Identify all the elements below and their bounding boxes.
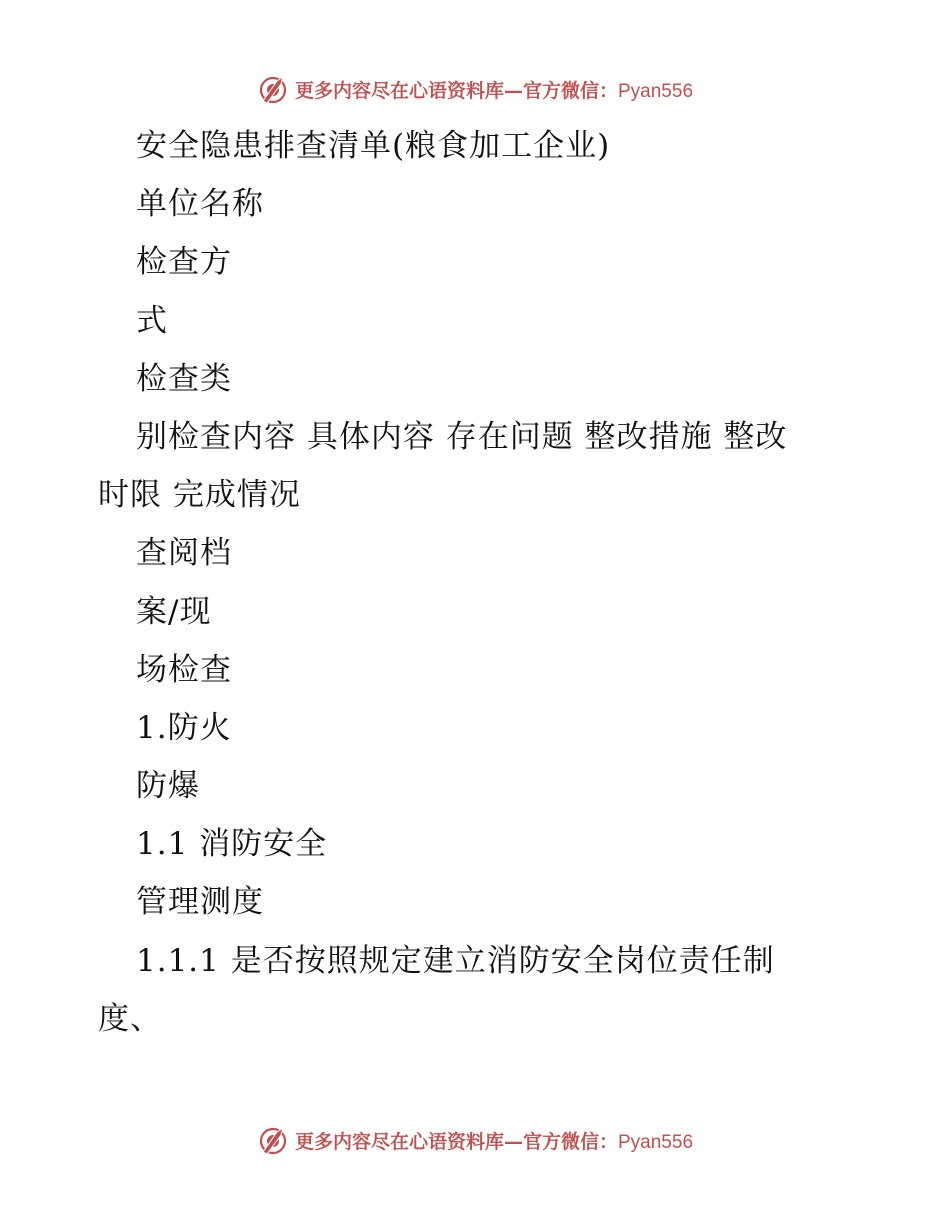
text-line: 别检查内容 具体内容 存在问题 整改措施 整改	[136, 418, 788, 455]
watermark-text: 更多内容尽在心语资料库—官方微信：Pyan556	[294, 79, 694, 102]
text-line: 案/现	[136, 593, 212, 630]
watermark-footer	[0, 1122, 950, 1158]
pen-logo-icon	[257, 1124, 289, 1156]
text-line: 检查类	[136, 360, 232, 397]
text-line: 度、	[98, 1000, 162, 1037]
document-title: 安全隐患排查清单(粮食加工企业)	[136, 128, 611, 164]
text-line: 单位名称	[136, 186, 264, 223]
document-body	[98, 117, 858, 1048]
text-line: 1.防火	[136, 709, 232, 746]
watermark-header	[0, 71, 950, 107]
text-line: 查阅档	[136, 535, 232, 572]
text-line: 防爆	[136, 768, 200, 805]
text-line: 检查方	[136, 244, 232, 281]
watermark-text: 更多内容尽在心语资料库—官方微信：Pyan556	[294, 1130, 694, 1153]
text-line: 式	[136, 302, 168, 339]
text-line: 管理测度	[136, 884, 264, 921]
pen-logo-icon	[257, 73, 289, 105]
text-line: 1.1 消防安全	[136, 826, 328, 863]
text-line: 时限 完成情况	[98, 477, 301, 514]
text-line: 场检查	[136, 651, 232, 688]
text-line: 1.1.1 是否按照规定建立消防安全岗位责任制	[136, 942, 775, 979]
